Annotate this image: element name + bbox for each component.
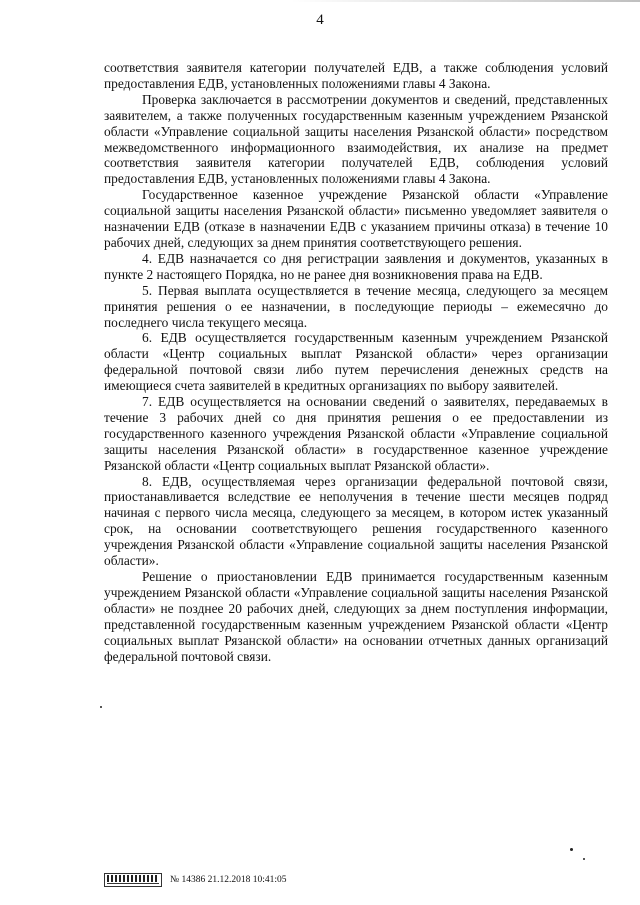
paragraph-continuation: соответствия заявителя категории получателей ЕДВ, а также соблюдения условий предоставления ЕДВ, установленных положениями главы 4 Закона. xyxy=(104,60,608,91)
page-number: 4 xyxy=(316,12,324,28)
scan-speck xyxy=(570,848,573,851)
paragraph-item-8: 8. ЕДВ, осуществляемая через организации федеральной почтовой связи, приостанавливается вследствие ее неполучения в течение шести месяцев подряд начиная с первого числа месяца, следующего за месяцем, в котором истек указанный срок, на основании соответствующего решения государственного казенного учреждения Рязанской области «Управление социальной защиты населения Рязанской области». xyxy=(104,473,608,569)
paragraph-item-7: 7. ЕДВ осуществляется на основании сведений о заявителях, передаваемых в течение 3 рабочих дней со дня принятия решения о ее предоставлении из государственного казенного учреждения Рязанской области «Управление социальной защиты населения Рязанской области» в государственное казенное учреждение Рязанской области «Центр социальных выплат Рязанской области». xyxy=(104,394,608,473)
paragraph-check-description: Проверка заключается в рассмотрении документов и сведений, представленных заявителем, а также полученных государственным казенным учреждением Рязанской области «Управление социальной защиты населения Рязанской области» посредством межведомственного информационного взаимодействия, их анализе на предмет соответствия заявителя категории получателей ЕДВ, соблюдения условий предоставления ЕДВ, установленных положениями главы 4 Закона. xyxy=(104,91,608,187)
paragraph-item-6: 6. ЕДВ осуществляется государственным казенным учреждением Рязанской области «Центр социальных выплат Рязанской области» через организации федеральной почтовой связи либо путем перечисления денежных средств на имеющиеся счета заявителей в кредитных организациях по выбору заявителей. xyxy=(104,330,608,394)
scan-speck xyxy=(100,706,102,708)
paragraph-suspension-decision: Решение о приостановлении ЕДВ принимается государственным казенным учреждением Рязанской области «Управление социальной защиты населения Рязанской области» не позднее 20 рабочих дней, следующих за днем поступления информации, представленной государственным казенным учреждением Рязанской области «Центр социальных выплат Рязанской области» на основании отчетных данных организаций федеральной почтовой связи. xyxy=(104,569,608,664)
scan-speck xyxy=(583,858,585,860)
scan-edge-shadow xyxy=(290,0,640,2)
paragraph-item-5: 5. Первая выплата осуществляется в течение месяца, следующего за месяцем принятия решения о ее назначении, в последующие периоды – ежемесячно до последнего числа текущего месяца. xyxy=(104,282,608,330)
paragraph-notification: Государственное казенное учреждение Рязанской области «Управление социальной защиты населения Рязанской области» письменно уведомляет заявителя о назначении ЕДВ (отказе в назначении ЕДВ с указанием причины отказа) в течение 10 рабочих дней, следующих за днем принятия соответствующего решения. xyxy=(104,187,608,250)
paragraph-item-4: 4. ЕДВ назначается со дня регистрации заявления и документов, указанных в пункте 2 настоящего Порядка, но не ранее дня возникновения права на ЕДВ. xyxy=(104,250,608,282)
registration-number: № 14386 21.12.2018 10:41:05 xyxy=(170,875,287,885)
document-body xyxy=(104,60,608,664)
barcode-stamp-icon xyxy=(104,873,162,887)
footer xyxy=(104,872,286,888)
